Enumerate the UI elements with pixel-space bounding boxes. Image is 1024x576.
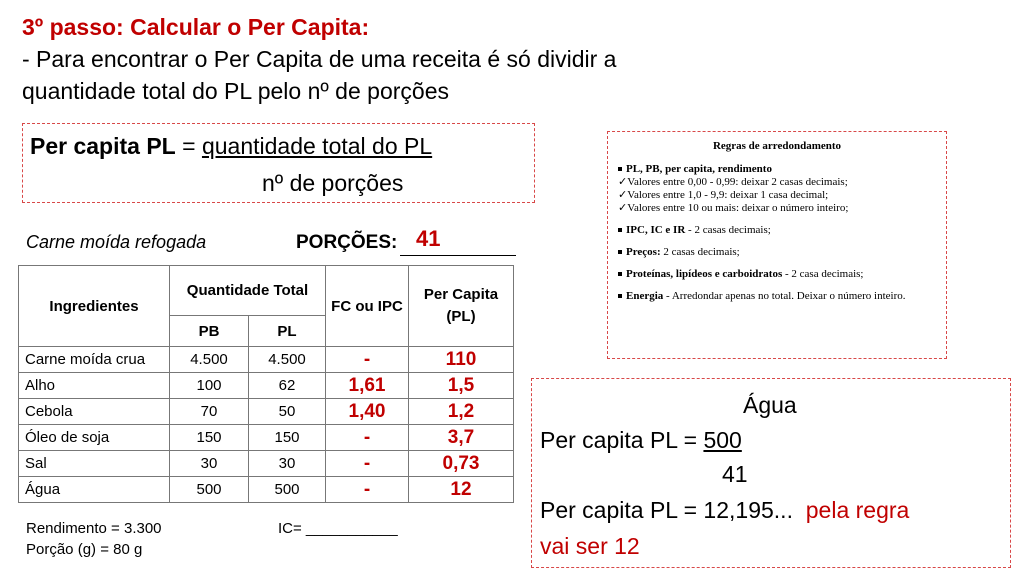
bullet-square-icon	[618, 294, 622, 298]
row-pl: 4.500	[249, 347, 326, 373]
row-fc: 1,61	[326, 373, 409, 399]
row-fc: -	[326, 451, 409, 477]
row-per-capita: 12	[409, 477, 514, 503]
rule-heading: Energia	[626, 290, 664, 302]
agua-result-line	[540, 497, 909, 524]
bullet-square-icon	[618, 250, 622, 254]
agua-label: Per capita PL =	[540, 427, 698, 453]
rules-title: Regras de arredondamento	[712, 140, 842, 152]
page-title: 3º passo: Calcular o Per Capita:	[22, 14, 370, 40]
header-per-capita: Per Capita (PL)	[409, 266, 514, 347]
row-pb: 30	[170, 451, 249, 477]
rule-check: ✓Valores entre 0,00 - 0,99: deixar 2 casas decimais;	[618, 176, 848, 188]
formula-denominator: nº de porções	[262, 170, 404, 196]
ingredients-table	[18, 265, 514, 503]
rule-heading: PL, PB, per capita, rendimento	[626, 163, 772, 175]
row-pb: 150	[170, 425, 249, 451]
row-pl: 62	[249, 373, 326, 399]
yield-text: Rendimento = 3.300	[26, 520, 162, 537]
agua-result: Per capita PL = 12,195...	[540, 497, 793, 523]
rule-item	[608, 224, 946, 237]
portions-underline	[400, 255, 516, 256]
header-total-qty: Quantidade Total	[170, 266, 326, 316]
agua-note-1: pela regra	[805, 497, 910, 523]
table-row	[19, 373, 514, 399]
row-fc: 1,40	[326, 399, 409, 425]
rule-text: - 2 casas decimais;	[685, 224, 771, 236]
rule-item	[608, 163, 946, 176]
agua-title: Água	[743, 392, 797, 418]
row-pb: 500	[170, 477, 249, 503]
header-pb: PB	[170, 316, 249, 347]
row-pb: 100	[170, 373, 249, 399]
rule-item	[608, 290, 946, 303]
row-per-capita: 3,7	[409, 425, 514, 451]
intro-line-2: quantidade total do PL pelo nº de porções	[22, 78, 449, 104]
row-pl: 500	[249, 477, 326, 503]
rule-heading: IPC, IC e IR	[626, 224, 686, 236]
portions-label: PORÇÕES:	[296, 232, 398, 253]
bullet-square-icon	[618, 272, 622, 276]
rule-heading: Proteínas, lipídeos e carboidratos	[626, 268, 783, 280]
row-pb: 70	[170, 399, 249, 425]
formula-equals: =	[182, 133, 196, 159]
header-fc: FC ou IPC	[326, 266, 409, 347]
bullet-square-icon	[618, 167, 622, 171]
row-per-capita: 1,5	[409, 373, 514, 399]
intro-line-1: - Para encontrar o Per Capita de uma receita é só dividir a	[22, 46, 617, 72]
agua-denominator: 41	[722, 461, 748, 487]
row-name: Cebola	[19, 399, 170, 425]
formula-label: Per capita PL	[30, 133, 176, 159]
formula-numerator-line	[30, 133, 432, 160]
agua-formula-line	[540, 427, 742, 454]
row-pb: 4.500	[170, 347, 249, 373]
row-pl: 150	[249, 425, 326, 451]
table-row	[19, 347, 514, 373]
row-fc: -	[326, 477, 409, 503]
recipe-name: Carne moída refogada	[26, 232, 207, 252]
row-name: Alho	[19, 373, 170, 399]
rule-heading: Preços:	[626, 246, 661, 258]
rule-check-text: Valores entre 1,0 - 9,9: deixar 1 casa decimal;	[627, 189, 829, 201]
rounding-rules-box	[607, 131, 947, 359]
rule-text: - Arredondar apenas no total. Deixar o número inteiro.	[663, 290, 906, 302]
rule-check: ✓Valores entre 10 ou mais: deixar o número inteiro;	[618, 202, 849, 214]
row-name: Óleo de soja	[19, 425, 170, 451]
row-per-capita: 1,2	[409, 399, 514, 425]
table-row	[19, 451, 514, 477]
formula-numerator: quantidade total do PL	[201, 133, 433, 159]
agua-numerator: 500	[703, 427, 742, 453]
row-fc: -	[326, 425, 409, 451]
portion-grams-text: Porção (g) = 80 g	[26, 541, 143, 558]
rule-check: ✓Valores entre 1,0 - 9,9: deixar 1 casa decimal;	[618, 189, 829, 201]
row-per-capita: 0,73	[409, 451, 514, 477]
row-name: Água	[19, 477, 170, 503]
table-row	[19, 399, 514, 425]
agua-note-2: vai ser 12	[540, 533, 640, 559]
rule-text: - 2 casa decimais;	[782, 268, 864, 280]
row-fc: -	[326, 347, 409, 373]
rule-check-text: Valores entre 0,00 - 0,99: deixar 2 casas decimais;	[627, 176, 848, 188]
row-per-capita: 110	[409, 347, 514, 373]
table-row	[19, 477, 514, 503]
rule-check-text: Valores entre 10 ou mais: deixar o número inteiro;	[627, 202, 849, 214]
rule-text: 2 casas decimais;	[660, 246, 740, 258]
ic-text: IC= ___________	[278, 520, 398, 537]
row-pl: 50	[249, 399, 326, 425]
header-ingredients: Ingredientes	[19, 266, 170, 347]
row-name: Sal	[19, 451, 170, 477]
rule-item	[608, 268, 946, 281]
table-row	[19, 425, 514, 451]
portions-value: 41	[416, 226, 441, 251]
header-pl: PL	[249, 316, 326, 347]
bullet-square-icon	[618, 228, 622, 232]
rule-item	[608, 246, 946, 259]
row-pl: 30	[249, 451, 326, 477]
row-name: Carne moída crua	[19, 347, 170, 373]
